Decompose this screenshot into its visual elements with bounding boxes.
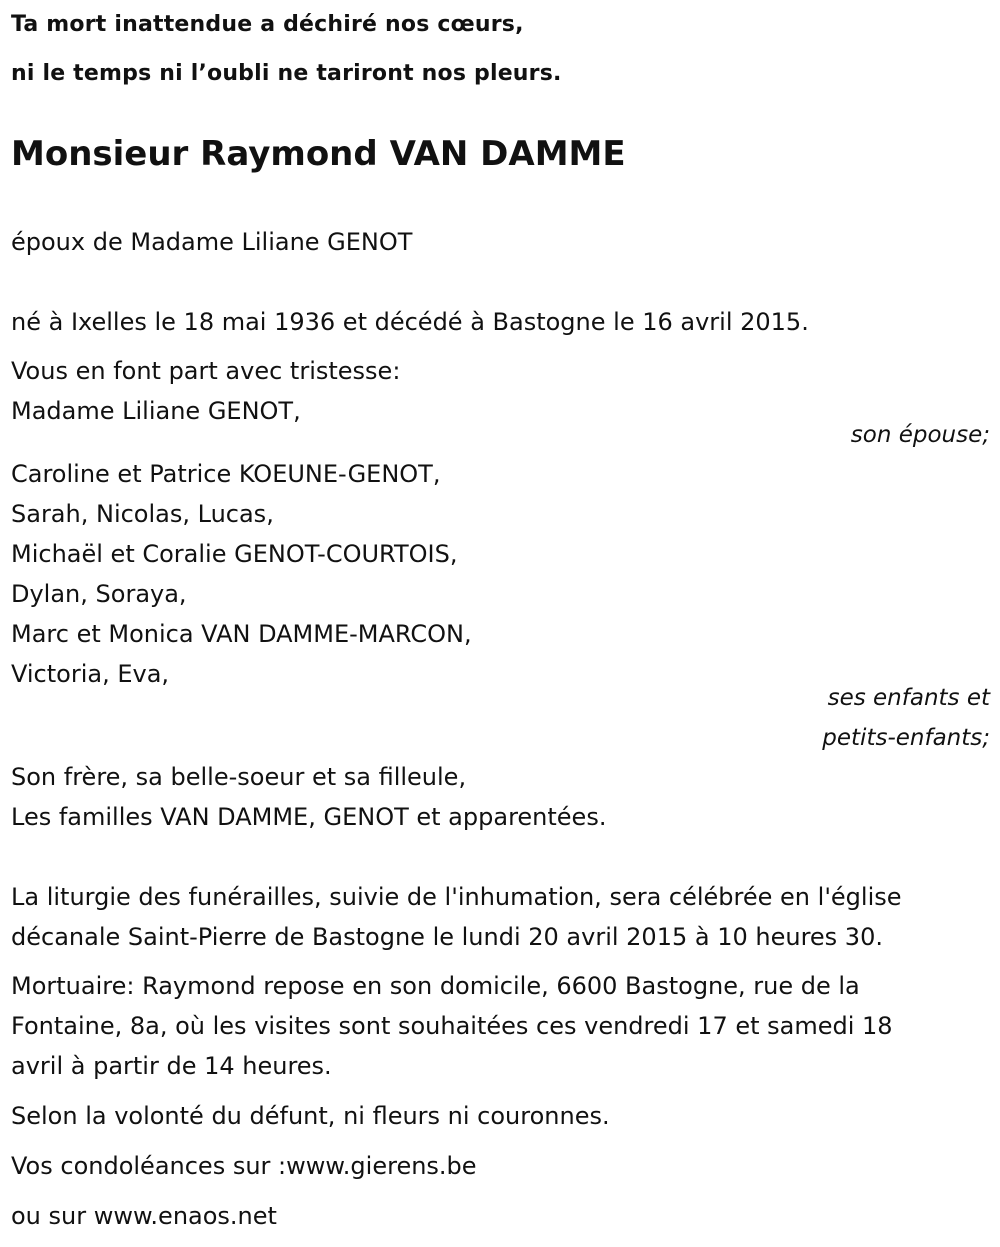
children-relation-2: petits-enfants;	[822, 725, 990, 751]
birth-death-line: né à Ixelles le 18 mai 1936 et décédé à Bastogne le 16 avril 2015.	[11, 308, 809, 336]
deceased-name: Monsieur Raymond VAN DAMME	[11, 134, 626, 174]
spouse-relation: son épouse;	[850, 422, 990, 448]
poem-line-1: Ta mort inattendue a déchiré nos cœurs,	[11, 12, 524, 37]
condolences-line-2: ou sur www.enaos.net	[11, 1202, 277, 1230]
mortuary-line-2: Fontaine, 8a, où les visites sont souhaitées ces vendredi 17 et samedi 18	[11, 1012, 893, 1040]
mortuary-line-3: avril à partir de 14 heures.	[11, 1052, 332, 1080]
children-relation-1: ses enfants et	[827, 685, 990, 711]
child-line: Michaël et Coralie GENOT-COURTOIS,	[11, 540, 458, 568]
child-line: Victoria, Eva,	[11, 660, 170, 688]
condolences-line-1: Vos condoléances sur :www.gierens.be	[11, 1152, 477, 1180]
flowers-line: Selon la volonté du défunt, ni fleurs ni couronnes.	[11, 1102, 610, 1130]
spouse-name: Madame Liliane GENOT,	[11, 397, 301, 425]
child-line: Caroline et Patrice KOEUNE-GENOT,	[11, 460, 441, 488]
other-family-line: Les familles VAN DAMME, GENOT et apparentées.	[11, 803, 607, 831]
liturgy-line-1: La liturgie des funérailles, suivie de l'inhumation, sera célébrée en l'église	[11, 883, 902, 911]
liturgy-line-2: décanale Saint-Pierre de Bastogne le lundi 20 avril 2015 à 10 heures 30.	[11, 923, 883, 951]
announce-intro: Vous en font part avec tristesse:	[11, 357, 401, 385]
poem-line-2: ni le temps ni l’oubli ne tariront nos pleurs.	[11, 61, 562, 86]
child-line: Marc et Monica VAN DAMME-MARCON,	[11, 620, 472, 648]
spouse-line: époux de Madame Liliane GENOT	[11, 228, 413, 256]
mortuary-line-1: Mortuaire: Raymond repose en son domicile, 6600 Bastogne, rue de la	[11, 972, 860, 1000]
child-line: Dylan, Soraya,	[11, 580, 187, 608]
other-family-line: Son frère, sa belle-soeur et sa filleule,	[11, 763, 467, 791]
child-line: Sarah, Nicolas, Lucas,	[11, 500, 274, 528]
